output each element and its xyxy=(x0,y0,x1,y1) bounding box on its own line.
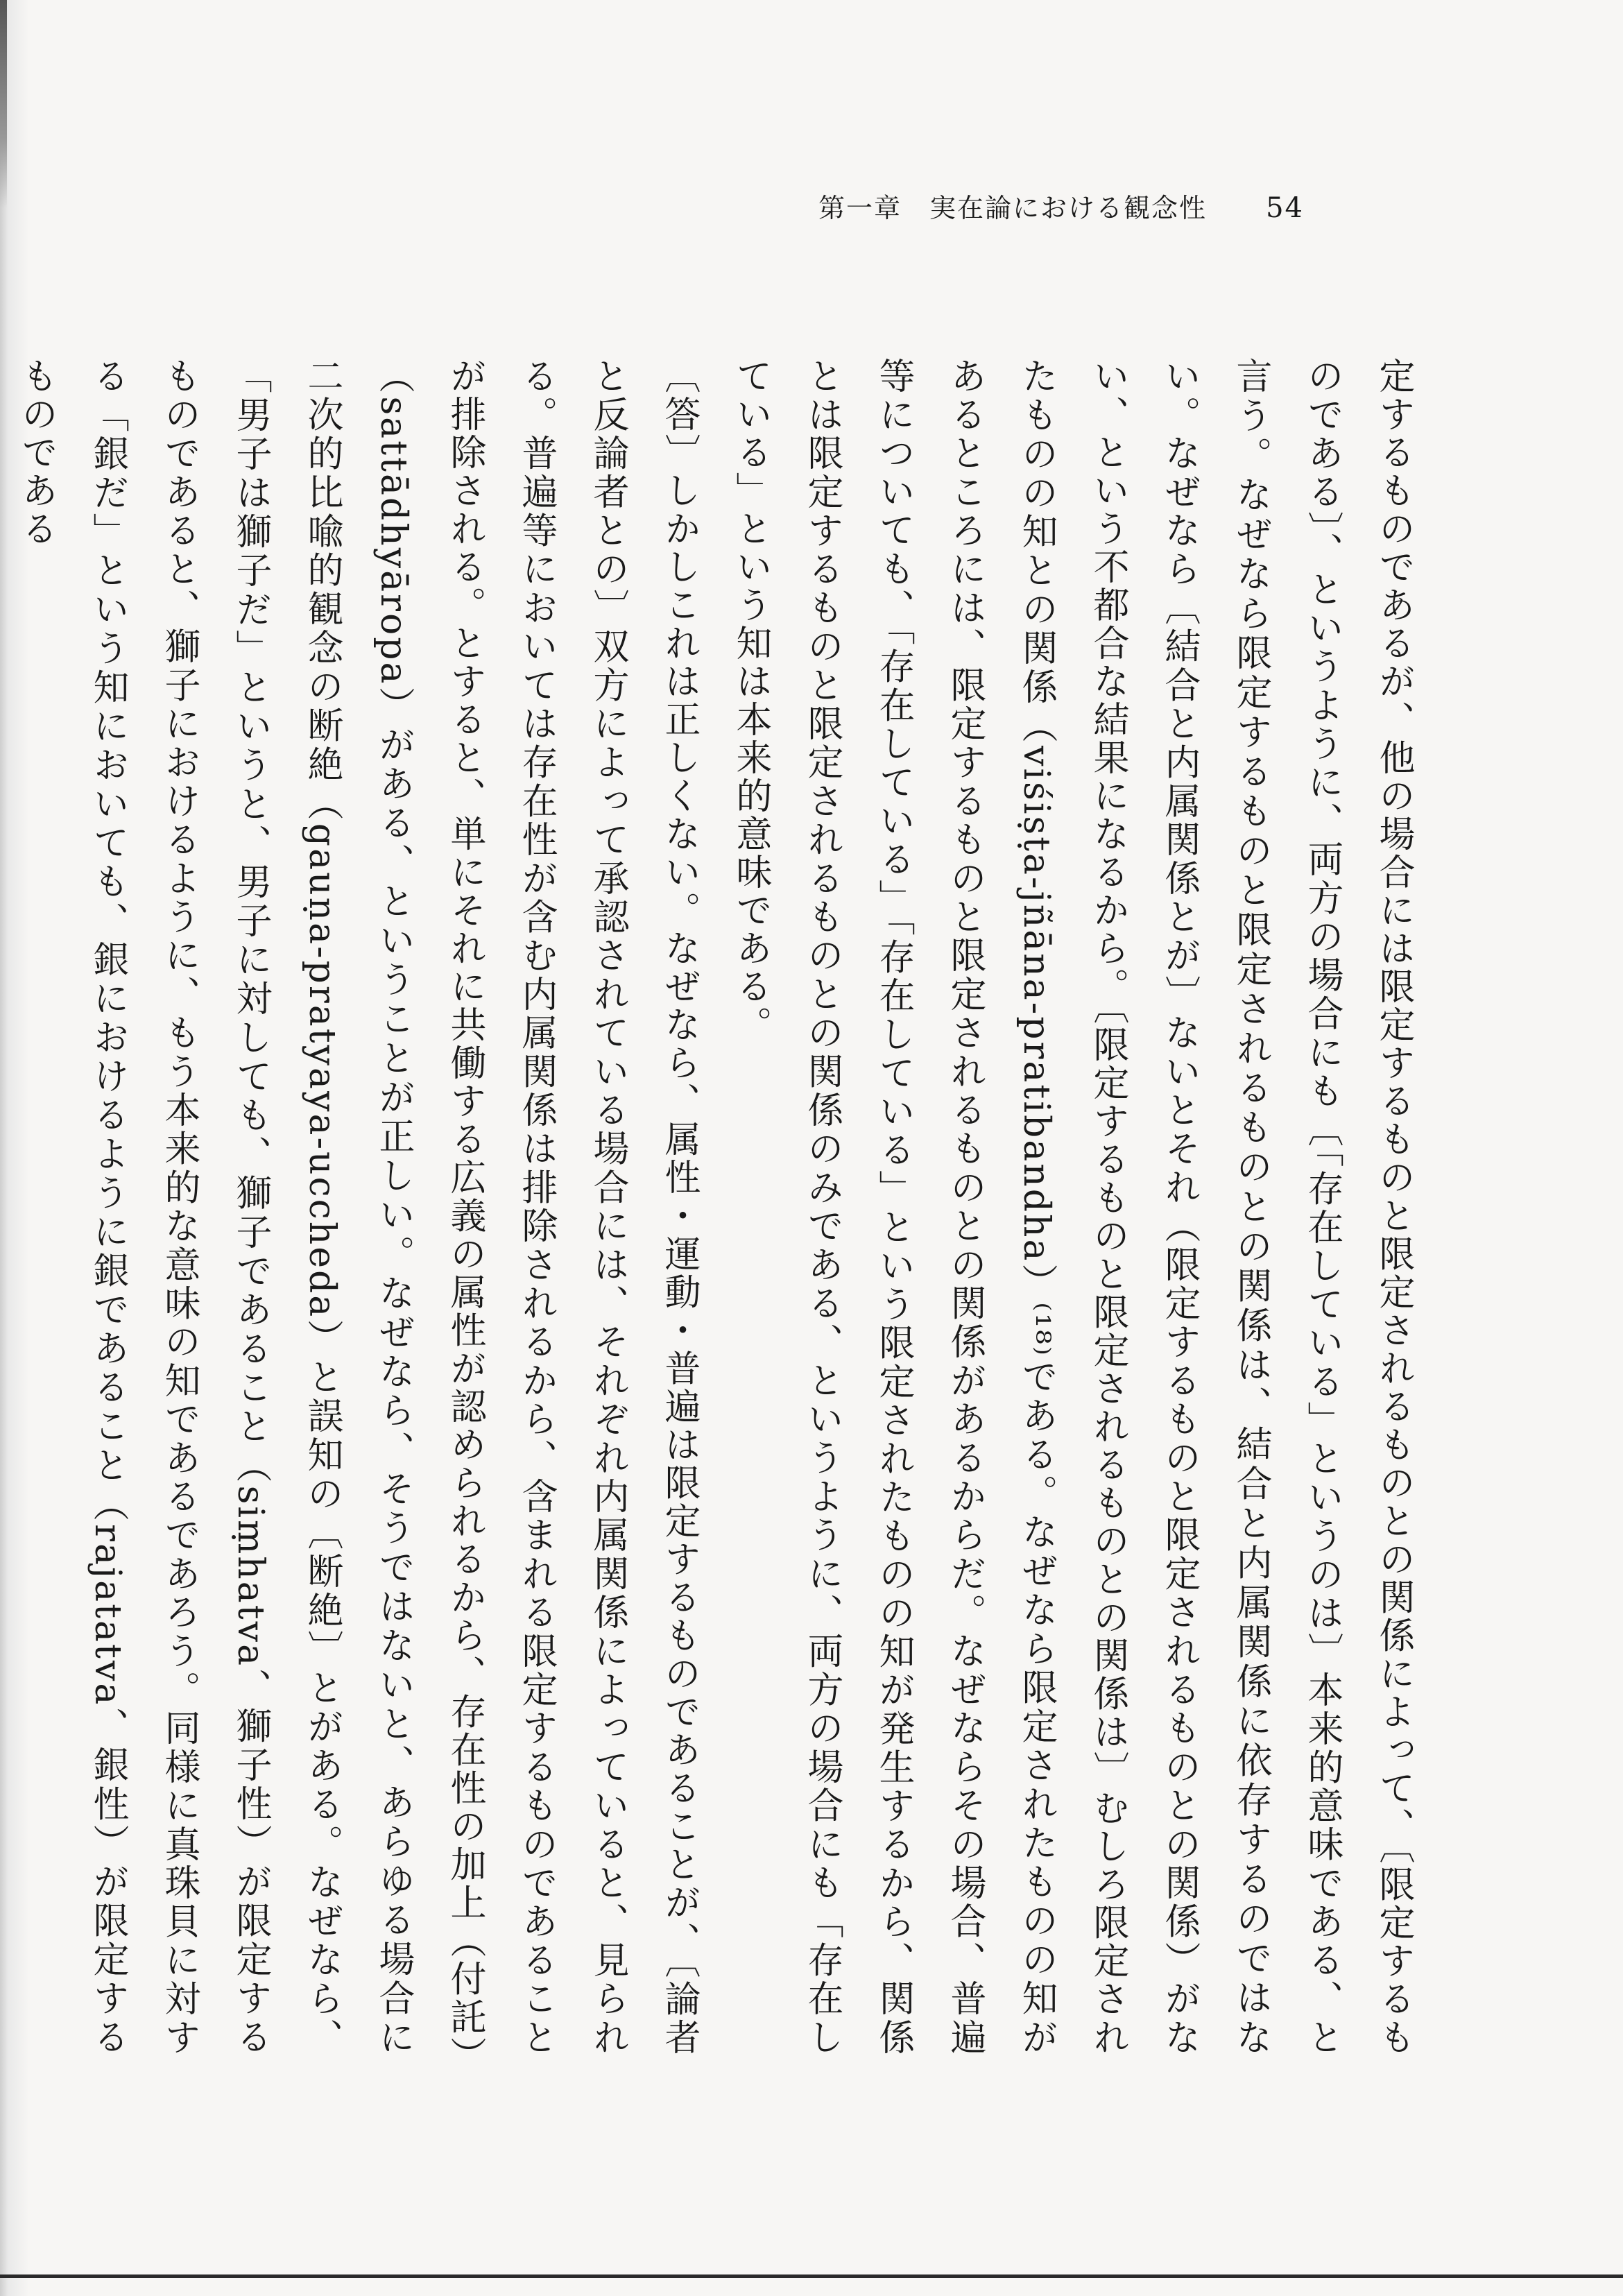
scan-bottom-edge xyxy=(0,2274,1623,2278)
running-header xyxy=(818,187,1304,229)
body-text xyxy=(15,357,1429,2057)
paragraph-1: 定するものであるが、他の場合には限定するものと限定されるものとの関係によって、〔限定するものである〕、というように、両方の場合にも〔「存在している」というのは〕本来的意味である、と言う。なぜなら限定するものと限定されるものとの関係は、結合と内属関係に依存するのではない。なぜなら〔結合と内属関係とが〕ないとそれ（限定するものと限定されるものとの関係）がない、という不都合な結果になるから。〔限定するものと限定されるものとの関係は〕むしろ限定されたものの知との関係（viśiṣṭa-jñāna-pratibandha）⁽¹⁸⁾である。なぜなら限定されたものの知があるところには、限定するものと限定されるものとの関係があるからだ。なぜならその場合、普遍等についても、「存在している」「存在している」という限定されたものの知が発生するから、関係とは限定するものと限定されるものとの関係のみである、というように、両方の場合にも「存在している」という知は本来的意味である。 xyxy=(730,357,1414,2057)
paragraph-2: 〔答〕しかしこれは正しくない。なぜなら、属性・運動・普遍は限定するものであることが、〔論者と反論者との〕双方によって承認されている場合には、それぞれ内属関係によっていると、見られる。普遍等においては存在性が含む内属関係は排除されるから、含まれる限定するものであることが排除される。とすると、単にそれに共働する広義の属性が認められるから、存在性の加上（付託）（sattādhyāropa）がある、ということが正しい。なぜなら、そうではないと、あらゆる場合に二次的比喩的観念の断絶（gauṇa-pratyaya-uccheda）と誤知の〔断絶〕とがある。なぜなら、「男子は獅子だ」というと、男子に対しても、獅子であること（siṃhatva、獅子性）が限定するものであると、獅子におけるように、もう本来的な意味の知であるであろう。同様に真珠貝に対する「銀だ」という知においても、銀におけるように銀であること（rajatatva、銀性）が限定するものである xyxy=(15,357,700,2057)
chapter-title: 第一章 実在論における観念性 xyxy=(818,193,1208,223)
scan-margin-dark-edge xyxy=(0,0,7,208)
page-number: 54 xyxy=(1266,192,1304,224)
